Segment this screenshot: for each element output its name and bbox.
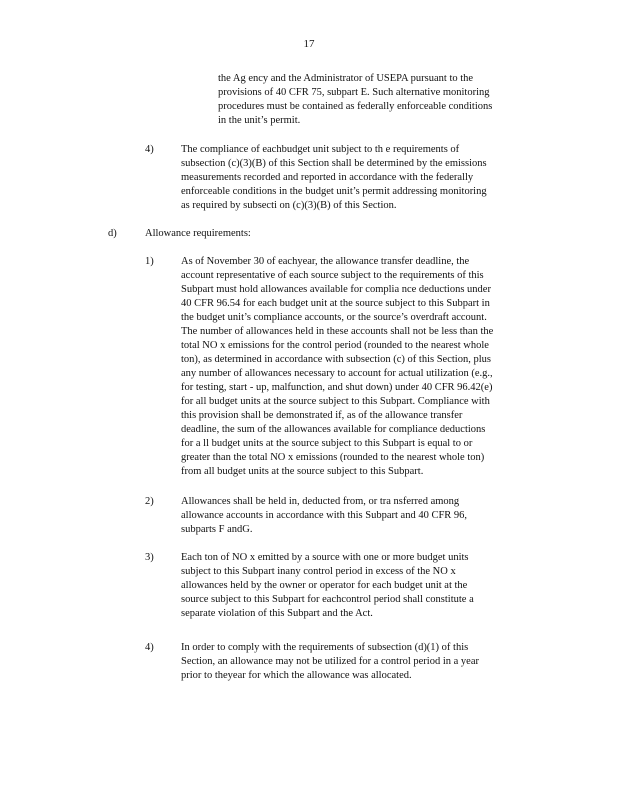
section-label-d: d) (108, 228, 117, 239)
text-line: deadline, the sum of the allowances available for compliance deductions (181, 424, 486, 435)
item-label-d4: 4) (145, 642, 154, 653)
text-line: 40 CFR 96.54 for each budget unit at the source subject to this Subpart in (181, 298, 490, 309)
text-line: the Ag ency and the Administrator of USEPA pursuant to the (218, 73, 474, 84)
text-line: measurements recorded and reported in accordance with the federally (181, 172, 474, 183)
text-line: Subpart must hold allowances available for complia nce deductions under (181, 284, 491, 295)
text-line: As of November 30 of eachyear, the allowance transfer deadline, the (181, 256, 470, 267)
text-line: subparts F andG. (181, 524, 253, 535)
text-line: Each ton of NO x emitted by a source with one or more budget units (181, 552, 469, 563)
text-line: subject to this Subpart inany control period in excess of the NO x (181, 566, 456, 577)
item-label-c4: 4) (145, 144, 154, 155)
text-line: Section, an allowance may not be utilized for a control period in a year (181, 656, 479, 667)
text-line: procedures must be contained as federally enforceable conditions (218, 101, 493, 112)
section-heading: Allowance requirements: (145, 228, 251, 239)
text-line: ton), as determined in accordance with subsection (c) of this Section, plus (181, 354, 491, 365)
item-label-d1: 1) (145, 256, 154, 267)
text-line: prior to theyear for which the allowance was allocated. (181, 670, 412, 681)
text-line: The number of allowances held in these accounts shall not be less than the (181, 326, 494, 337)
text-line: the budget unit’s compliance accounts, or the source’s overdraft account. (181, 312, 487, 323)
item-label-d3: 3) (145, 552, 154, 563)
text-line: source subject to this Subpart for eachcontrol period shall constitute a (181, 594, 474, 605)
item-c4-paragraph (181, 143, 501, 213)
text-line: provisions of 40 CFR 75, subpart E. Such alternative monitoring (218, 87, 490, 98)
text-line: In order to comply with the requirements of subsection (d)(1) of this (181, 642, 469, 653)
text-line: total NO x emissions for the control period (rounded to the nearest whole (181, 340, 489, 351)
text-line: for testing, start - up, malfunction, and shut down) under 40 CFR 96.42(e) (181, 382, 493, 393)
text-line: for all budget units at the source subject to this Subpart. Compliance with (181, 396, 490, 407)
text-line: in the unit’s permit. (218, 115, 301, 126)
text-line: any number of allowances necessary to account for actual utilization (e.g., (181, 368, 493, 379)
item-label-d2: 2) (145, 496, 154, 507)
text-line: The compliance of eachbudget unit subject to th e requirements of (181, 144, 460, 155)
continuation-paragraph (218, 72, 530, 128)
item-d3-paragraph (181, 551, 521, 621)
text-line: separate violation of this Subpart and the Act. (181, 608, 373, 619)
item-d4-paragraph (181, 641, 521, 683)
text-line: this provision shall be demonstrated if, as of the allowance transfer (181, 410, 463, 421)
item-d1-paragraph (181, 255, 541, 479)
text-line: from all budget units at the source subject to this Subpart. (181, 466, 424, 477)
page-number: 17 (303, 38, 315, 50)
item-d2-paragraph (181, 495, 511, 537)
text-line: allowance accounts in accordance with this Subpart and 40 CFR 96, (181, 510, 468, 521)
text-line: as required by subsecti on (c)(3)(B) of this Section. (181, 200, 397, 211)
text-line: enforceable conditions in the budget unit’s permit addressing monitoring (181, 186, 487, 197)
text-line: allowances held by the owner or operator for each budget unit at the (181, 580, 468, 591)
text-line: for a ll budget units at the source subject to this Subpart is equal to or (181, 438, 473, 449)
text-line: Allowances shall be held in, deducted from, or tra nsferred among (181, 496, 460, 507)
text-line: subsection (c)(3)(B) of this Section shall be determined by the emissions (181, 158, 487, 169)
text-line: account representative of each source subject to the requirements of this (181, 270, 484, 281)
text-line: greater than the total NO x emissions (rounded to the nearest whole ton) (181, 452, 485, 463)
